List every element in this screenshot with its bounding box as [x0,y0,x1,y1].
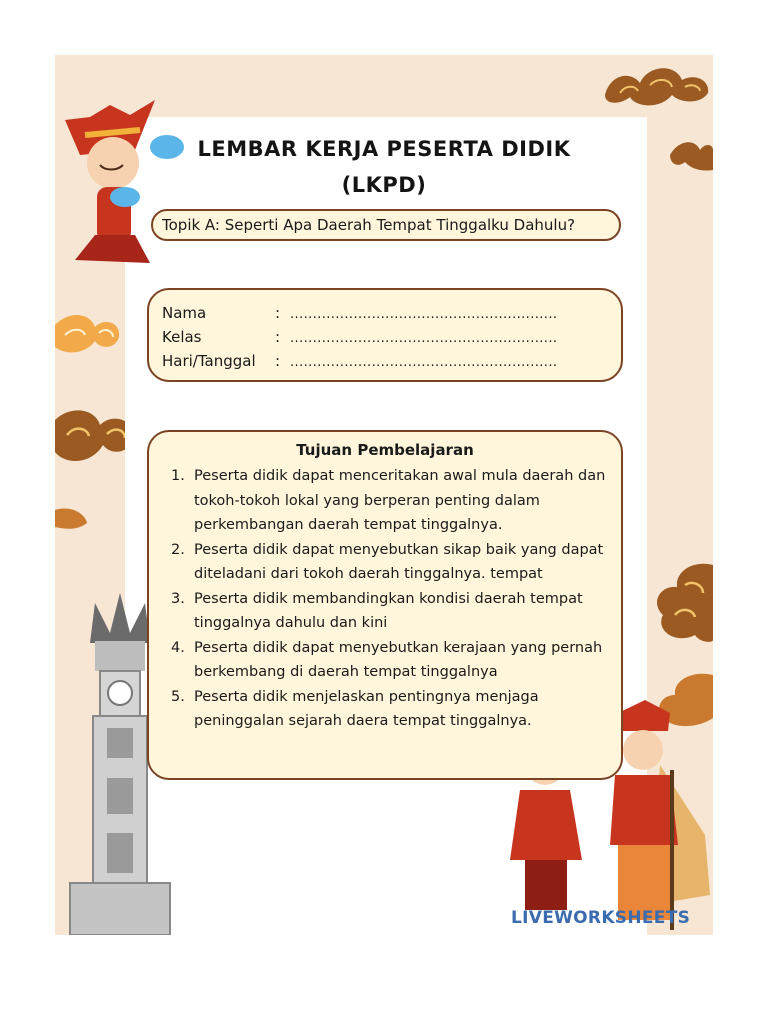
class-field[interactable]: ........................................................... [290,331,558,346]
objective-item [171,538,611,587]
cloud-ornament-icon [600,55,713,115]
objective-text: Peserta didik dapat menyebutkan sikap baik yang dapat diteladani dari tokoh daerah tinggalnya. tempat [194,541,604,582]
cloud-ornament-icon [55,305,125,365]
worksheet-page [55,55,713,935]
identity-box [147,288,623,382]
date-label: Hari/Tanggal [162,352,256,370]
date-row[interactable] [162,352,557,370]
class-row[interactable] [162,328,557,346]
objective-number: 3. [171,590,185,607]
page-title: LEMBAR KERJA PESERTA DIDIK [197,137,571,161]
objective-text: Peserta didik menjelaskan pentingnya menjaga peninggalan sejarah daera tempat tinggalnya. [194,688,539,729]
objective-item [171,685,611,734]
cloud-ornament-icon [645,555,713,650]
name-row[interactable] [162,304,557,322]
name-label: Nama [162,304,207,322]
objective-item [171,464,611,538]
objective-number: 1. [171,468,185,484]
objectives-list [171,464,611,734]
date-colon: : [275,352,281,370]
objective-number: 4. [171,639,185,656]
objective-text: Peserta didik membandingkan kondisi daerah tempat tinggalnya dahulu dan kini [194,590,583,631]
objective-item [171,636,611,685]
name-field[interactable]: ........................................................... [290,307,558,322]
date-field[interactable]: ........................................................... [290,355,558,370]
page-subtitle: (LKPD) [341,173,427,197]
topic-label: Topik A: Seperti Apa Daerah Tempat Tinggalku Dahulu? [151,209,621,241]
class-colon: : [275,328,281,346]
objectives-box [147,430,623,780]
cloud-ornament-icon [55,505,90,535]
objective-text: Peserta didik dapat menyebutkan kerajaan yang pernah berkembang di daerah tempat tinggalnya [194,639,603,680]
class-label: Kelas [162,328,202,346]
watermark-text: LIVEWORKSHEETS [511,908,691,928]
objective-number: 5. [171,688,185,705]
objectives-heading: Tujuan Pembelajaran [296,441,474,459]
objective-text: Peserta didik dapat menceritakan awal mula daerah dan tokoh-tokoh lokal yang berperan penting dalam perkembangan daerah tempat tinggalnya. [194,468,606,533]
objective-number: 2. [171,541,185,558]
liveworksheets-logo [511,908,690,928]
objective-item [171,587,611,636]
name-colon: : [275,304,281,322]
